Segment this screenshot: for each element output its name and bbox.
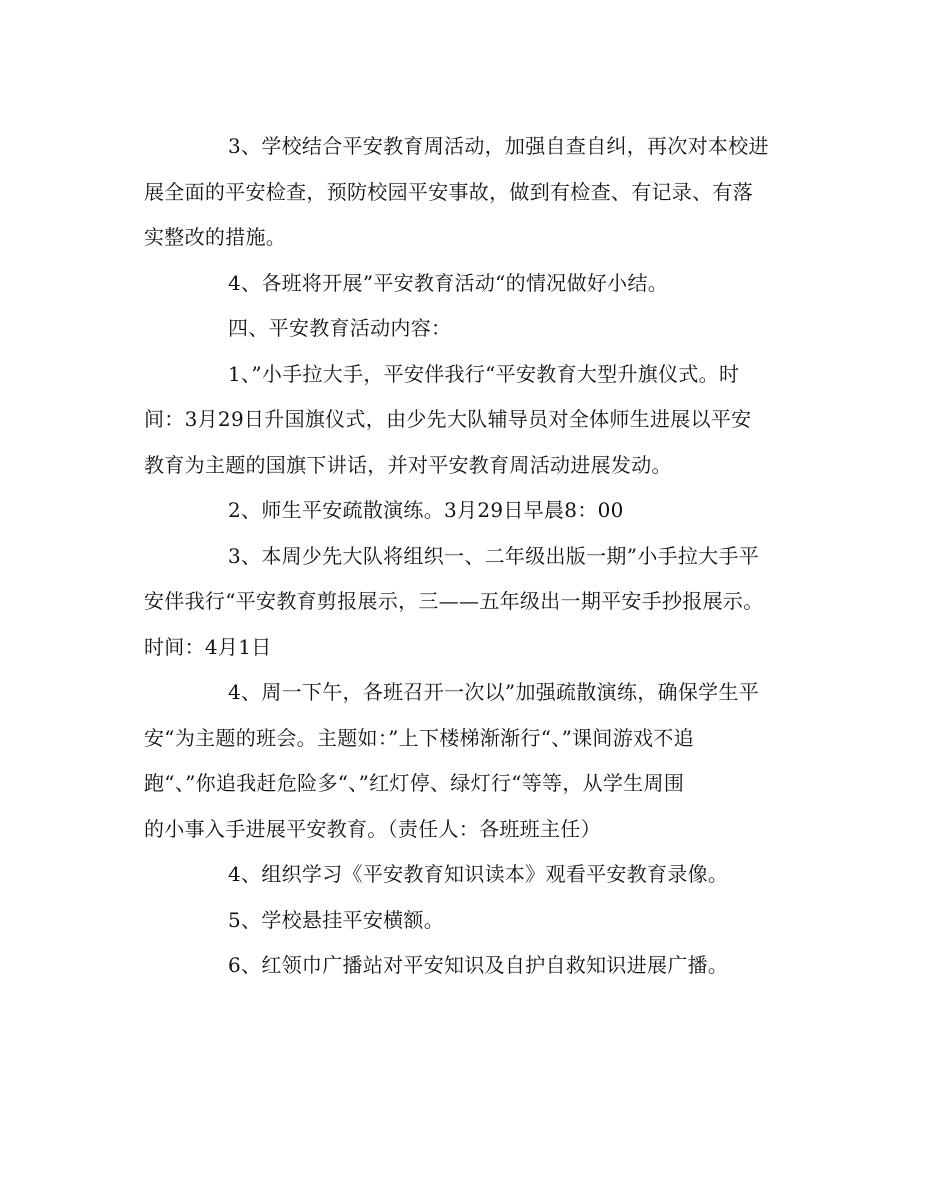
section-heading-activity-content <box>144 306 806 352</box>
paragraph-4-class-summary <box>144 261 806 307</box>
text-line: 6、红领巾广播站对平安知识及自护自救知识进展广播。 <box>228 953 729 977</box>
paragraph-3-clipping-display <box>144 534 806 671</box>
paragraph-5-banner <box>144 898 806 944</box>
paragraph-2-evacuation-drill <box>144 488 806 534</box>
text-line: 安伴我行“平安教育剪报展示，三——五年级出一期平安手抄报展示。 <box>144 589 764 613</box>
paragraph-6-broadcast <box>144 943 806 989</box>
paragraph-4-class-meeting <box>144 670 806 852</box>
text-line: 展全面的平安检查，预防校园平安事故，做到有检查、有记录、有落 <box>144 179 753 204</box>
paragraph-4-study-reader <box>144 852 806 898</box>
text-line: 5、学校悬挂平安横额。 <box>228 907 445 932</box>
text-line: 实整改的措施。 <box>144 225 287 249</box>
text-line: 教育为主题的国旗下讲话，并对平安教育周活动进展发动。 <box>144 452 672 477</box>
text-line: 3、本周少先大队将组织一、二年级出版一期”小手拉大手平 <box>228 543 760 568</box>
text-line: 安“为主题的班会。主题如：”上下楼梯渐渐行“、”课间游戏不追 <box>144 725 694 750</box>
document-body <box>144 124 806 989</box>
text-line: 的小事入手进展平安教育。（责任人：各班班主任） <box>144 816 601 841</box>
text-line: 4、各班将开展”平安教育活动“的情况做好小结。 <box>228 270 669 295</box>
paragraph-1-flag-ceremony <box>144 352 806 489</box>
text-line: 3、学校结合平安教育周活动，加强自查自纠，再次对本校进 <box>228 134 769 158</box>
text-line: 4、组织学习《平安教育知识读本》观看平安教育录像。 <box>228 862 729 886</box>
text-line: 2、师生平安疏散演练。3月29日早晨8：00 <box>228 498 624 522</box>
text-line: 时间：4月1日 <box>144 634 272 659</box>
text-line: 1、”小手拉大手，平安伴我行“平安教育大型升旗仪式。时 <box>228 361 740 386</box>
paragraph-3-safety-check <box>144 124 806 261</box>
text-line: 4、周一下午，各班召开一次以”加强疏散演练，确保学生平 <box>228 680 760 704</box>
text-line: 间：3月29日升国旗仪式，由少先大队辅导员对全体师生进展以平安 <box>144 407 752 431</box>
text-line: 四、平安教育活动内容： <box>228 316 452 340</box>
text-line: 跑“、”你追我赶危险多“、”红灯停、绿灯行“等等，从学生周围 <box>144 771 685 795</box>
